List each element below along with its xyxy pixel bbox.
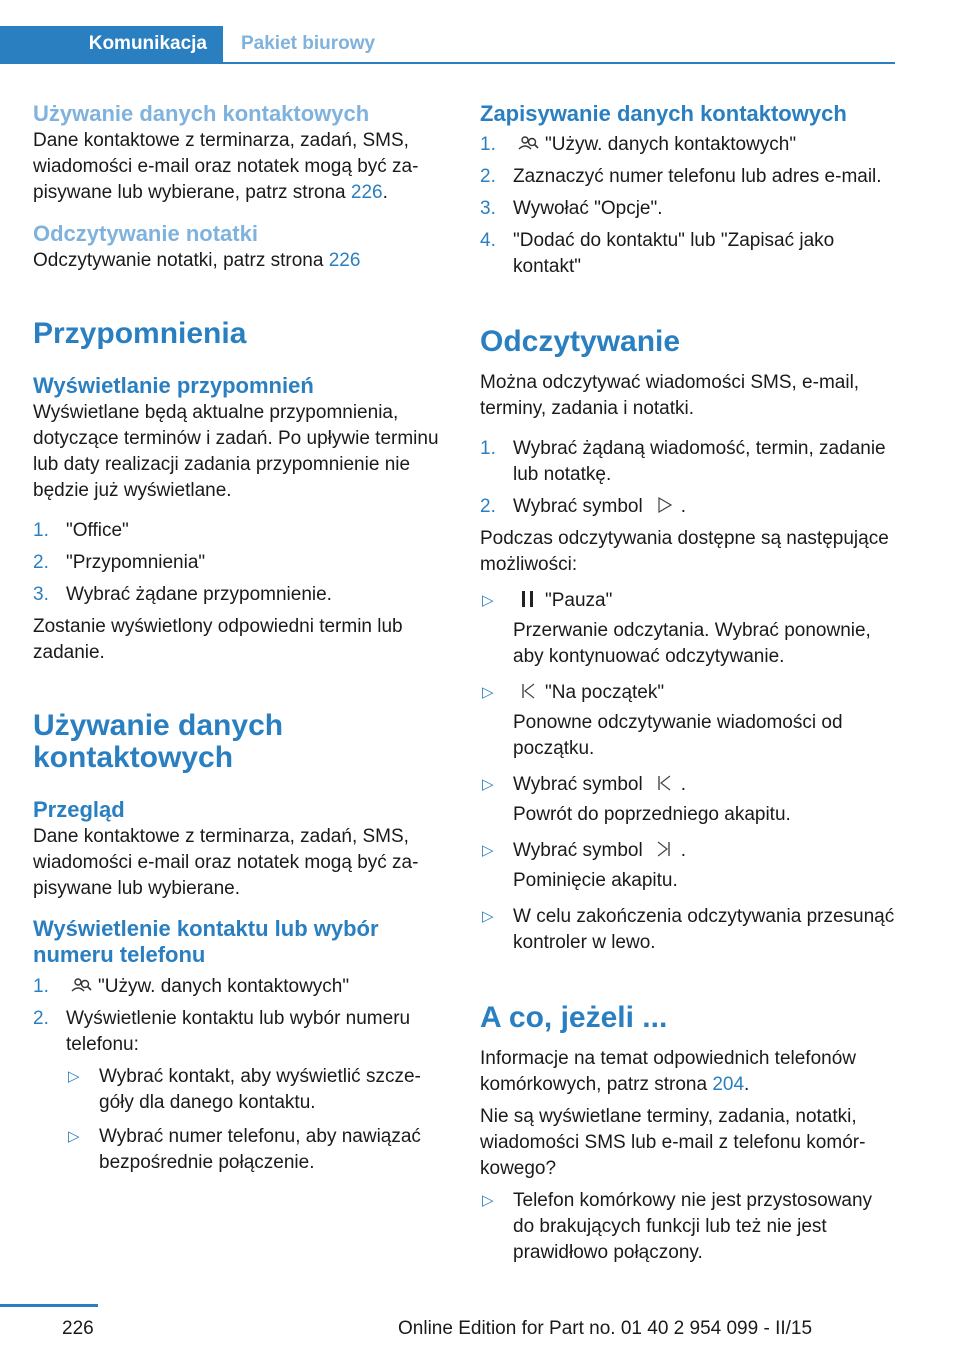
- page-link-226[interactable]: 226: [350, 182, 383, 203]
- steps-odczytywanie: [480, 436, 895, 520]
- list-item: [33, 1006, 443, 1176]
- option-description: Pominięcie akapitu.: [513, 870, 678, 891]
- text: Informacje na temat odpowiednich telefonów komórkowych, patrz strona: [480, 1048, 857, 1095]
- option-label: "Na początek": [545, 682, 665, 703]
- paragraph-mozna: Można odczytywać wiadomości SMS, e-mail, terminy, zadania i notatki.: [480, 372, 860, 419]
- paragraph-uzywanie: [33, 128, 443, 206]
- list-item: [480, 132, 895, 158]
- options-list: [480, 588, 895, 956]
- bullet-triangle-icon: ▷: [68, 1068, 80, 1085]
- list-item: [480, 196, 895, 222]
- step-number: 2.: [33, 1008, 49, 1029]
- heading-odczytywanie: Odczytywanie: [480, 325, 681, 358]
- bullet-triangle-icon: ▷: [482, 908, 494, 925]
- step-number: 3.: [33, 584, 49, 605]
- heading-uzywanie-danych: Używanie danych kontaktowych: [33, 101, 370, 126]
- bullet-triangle-icon: ▷: [68, 1128, 80, 1145]
- list-item: [33, 550, 443, 576]
- bullet-triangle-icon: ▷: [482, 592, 494, 609]
- page-number: 226: [62, 1318, 94, 1339]
- option-description: Ponowne odczytywanie wiadomości od początku.: [513, 712, 843, 759]
- step-number: 4.: [480, 230, 496, 251]
- heading-przypomnienia: Przypomnienia: [33, 317, 247, 350]
- tab-pakiet-biurowy[interactable]: Pakiet biurowy: [241, 33, 376, 54]
- step-number: 2.: [33, 552, 49, 573]
- bullet-triangle-icon: ▷: [482, 1192, 494, 1209]
- list-item: [480, 588, 895, 670]
- paragraph-przeglad: Dane kontaktowe z terminarza, zadań, SMS, wiadomości e-mail oraz notatek mogą być zapisywane lub wybierane.: [33, 826, 419, 899]
- list-item: [480, 164, 895, 190]
- step-text: Wyświetlenie kontaktu lub wybór numeru telefonu:: [66, 1008, 411, 1055]
- paragraph-odczytywanie-notatki: [33, 248, 443, 274]
- list-item: [480, 680, 895, 762]
- list-item: [66, 1124, 443, 1176]
- next-paragraph-icon: [651, 839, 677, 859]
- bullet-triangle-icon: ▷: [482, 684, 494, 701]
- paragraph-wyswietlanie: Wyświetlane będą aktualne przypomnienia, dotyczące terminów i zadań. Po upływie terminu lub daty realizacji zadania przypomnienie nie będzie już wyświetlane.: [33, 402, 439, 501]
- step-text: Wybrać symbol: [513, 496, 643, 517]
- contacts-search-icon: [515, 133, 541, 153]
- text: Odczytywanie notatki, patrz strona: [33, 250, 329, 271]
- text: .: [744, 1074, 750, 1095]
- paragraph-podczas: Podczas odczytywania dostępne są następujące możliwości:: [480, 528, 889, 575]
- heading-zapisywanie: Zapisywanie danych kontaktowych: [480, 101, 847, 126]
- step-text: Wywołać "Opcje".: [513, 198, 663, 219]
- list-item: [480, 904, 895, 956]
- paragraph-informacje: [480, 1046, 895, 1098]
- step-number: 3.: [480, 198, 496, 219]
- list-item: [480, 436, 895, 488]
- list-item: [66, 1064, 443, 1116]
- list-item: [33, 518, 443, 544]
- heading-przeglad: Przegląd: [33, 797, 125, 822]
- step-number: 2.: [480, 496, 496, 517]
- play-icon: [651, 495, 677, 515]
- list-item: [33, 582, 443, 608]
- heading-wyswietlenie-kontaktu: Wyświetlenie kontaktu lub wybór numeru telefonu: [33, 916, 379, 967]
- step-number: 2.: [480, 166, 496, 187]
- option-label: .: [680, 840, 686, 861]
- steps-przypomnienia: [33, 518, 443, 608]
- step-number: 1.: [33, 520, 49, 541]
- step-text: "Używ. danych kontaktowych": [98, 976, 350, 997]
- option-label: W celu zakończenia odczytywania przesunąć kontroler w lewo.: [513, 906, 895, 953]
- edition-footer: Online Edition for Part no. 01 40 2 954 099 - II/15: [398, 1318, 813, 1339]
- step-text: Wybrać żądaną wiadomość, termin, zadanie lub notatkę.: [513, 438, 886, 485]
- option-label: Wybrać symbol: [513, 840, 643, 861]
- list-item: [480, 228, 895, 280]
- bullet-triangle-icon: ▷: [482, 776, 494, 793]
- text: Dane kontaktowe z terminarza, zadań, SMS, wiadomości e-mail oraz notatek mogą być zapisywane lub wybierane, patrz strona: [33, 130, 419, 203]
- step-text: Zaznaczyć numer telefonu lub adres e-mail.: [513, 166, 882, 187]
- sub-list: [66, 1064, 443, 1176]
- bullet-text: Wybrać numer telefonu, aby nawiązać bezpośrednie połączenie.: [99, 1126, 421, 1173]
- text: .: [382, 182, 388, 203]
- list-item: [480, 494, 895, 520]
- step-text: "Dodać do kontaktu" lub "Zapisać jako kontakt": [513, 230, 835, 277]
- option-description: Przerwanie odczytania. Wybrać ponownie, aby kontynuować odczytywanie.: [513, 620, 871, 667]
- heading-uzywanie-danych-kontaktowych: Używanie danych kontaktowych: [33, 709, 284, 774]
- steps-zapisywanie: [480, 132, 895, 280]
- option-description: Powrót do poprzedniego akapitu.: [513, 804, 791, 825]
- bullets-telefon: [480, 1188, 895, 1266]
- bullet-text: Telefon komórkowy nie jest przystosowany do brakujących funkcji lub też nie jest prawidłowo połączony.: [513, 1190, 873, 1263]
- skip-to-start-icon: [515, 681, 541, 701]
- contacts-search-icon: [68, 975, 94, 995]
- list-item: [480, 838, 895, 894]
- option-label: "Pauza": [545, 590, 613, 611]
- paragraph-nie-sa: Nie są wyświetlane terminy, zadania, notatki, wiadomości SMS lub e-mail z telefonu komórkowego?: [480, 1106, 866, 1179]
- page-link-204[interactable]: 204: [712, 1074, 745, 1095]
- header-bar: [0, 26, 895, 64]
- steps-kontakt: [33, 974, 443, 1176]
- list-item: [480, 1188, 895, 1266]
- right-column: [480, 100, 895, 1266]
- page-link-226[interactable]: 226: [328, 250, 361, 271]
- list-item: [480, 772, 895, 828]
- option-label: .: [680, 774, 686, 795]
- left-column: [33, 100, 443, 1176]
- step-number: 1.: [480, 438, 496, 459]
- heading-a-co-jezeli: A co, jeżeli ...: [480, 1001, 668, 1034]
- step-text: "Przypomnienia": [66, 552, 206, 573]
- step-text: .: [680, 496, 686, 517]
- step-text: "Office": [66, 520, 129, 541]
- heading-odczytywanie-notatki: Odczytywanie notatki: [33, 221, 258, 246]
- step-text: "Używ. danych kontaktowych": [545, 134, 797, 155]
- step-number: 1.: [480, 134, 496, 155]
- heading-wyswietlanie-przypomnien: Wyświetlanie przypomnień: [33, 373, 314, 398]
- list-item: [33, 974, 443, 1000]
- step-text: Wybrać żądane przypomnienie.: [66, 584, 332, 605]
- step-number: 1.: [33, 976, 49, 997]
- tab-komunikacja[interactable]: Komunikacja: [0, 26, 223, 62]
- previous-paragraph-icon: [651, 773, 677, 793]
- paragraph-zostanie: Zostanie wyświetlony odpowiedni termin lub zadanie.: [33, 616, 403, 663]
- bullet-triangle-icon: ▷: [482, 842, 494, 859]
- bullet-text: Wybrać kontakt, aby wyświetlić szczegóły dla danego kontaktu.: [99, 1066, 421, 1113]
- footer-rule: [0, 1304, 98, 1307]
- option-label: Wybrać symbol: [513, 774, 643, 795]
- pause-icon: [515, 589, 541, 609]
